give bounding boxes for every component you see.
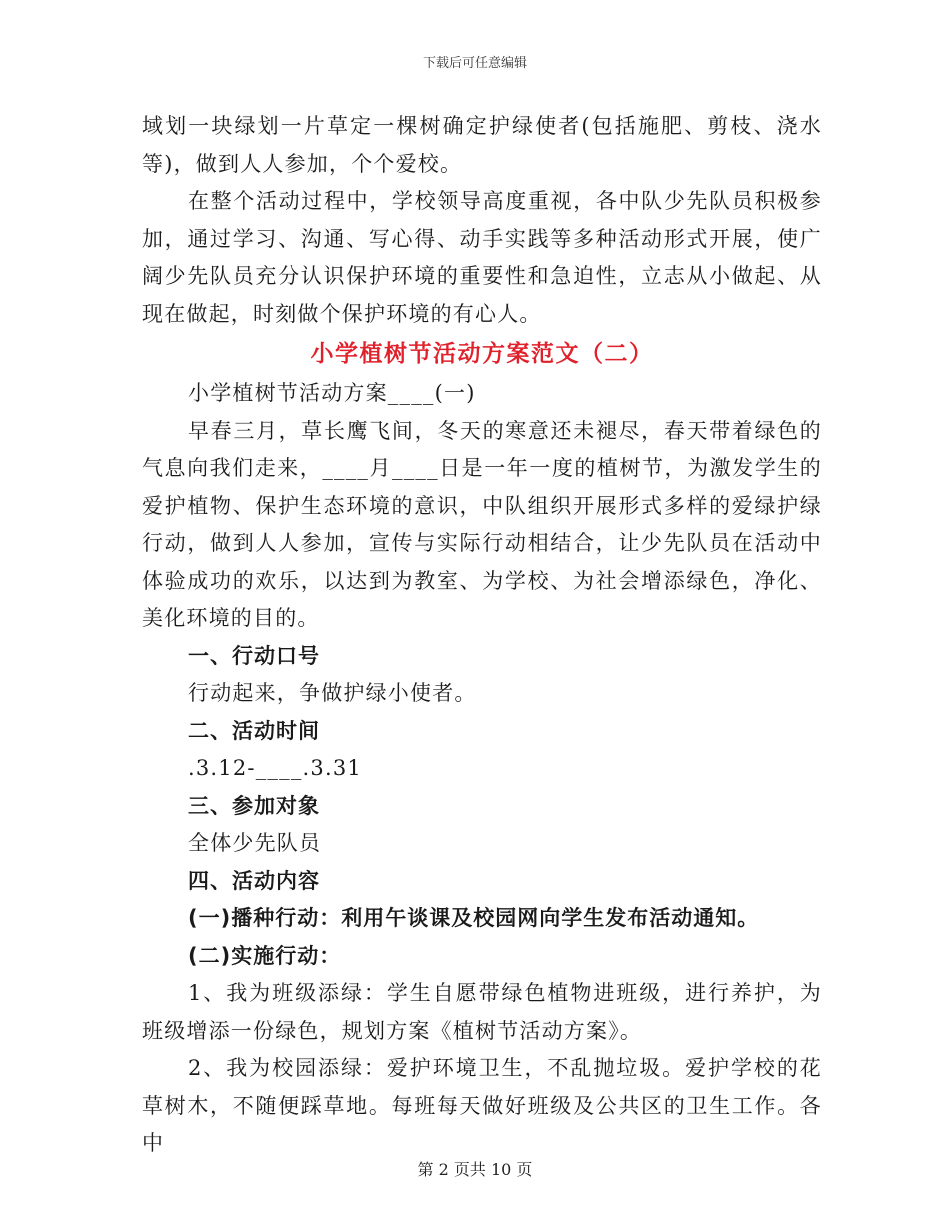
page-number: 第 2 页共 10 页	[417, 1160, 533, 1179]
paragraph-plan-subtitle: 小学植树节活动方案____(一)	[188, 381, 476, 405]
page-header: 下载后可任意编辑	[422, 56, 527, 71]
heading-sowing-action: (一)播种行动：利用午谈课及校园网向学生发布活动通知。	[188, 906, 760, 930]
paragraph-class-green: 1、我为班级添绿：学生自愿带绿色植物进班级，进行养护，为班级增添一份绿色，规划方案《植树节活动方案》。	[142, 981, 822, 1043]
paragraph-time: .3.12-____.3.31	[188, 756, 362, 780]
paragraph-activity-process: 在整个活动过程中，学校领导高度重视，各中队少先队员积极参加，通过学习、沟通、写心得、动手实践等多种活动形式开展，使广阔少先队员充分认识保护环境的重要性和急迫性，立志从小做起、从现在做起，时刻做个保护环境的有心人。	[142, 189, 822, 326]
heading-participants: 三、参加对象	[188, 793, 320, 818]
paragraph-campus-green: 2、我为校园添绿：爱护环境卫生，不乱抛垃圾。爱护学校的花草树木，不随便踩草地。每班每天做好班级及公共区的卫生工作。各中	[142, 1056, 822, 1155]
section-title: 小学植树节活动方案范文（二）	[310, 341, 654, 367]
paragraph-slogan: 行动起来，争做护绿小使者。	[188, 681, 477, 705]
heading-slogan: 一、行动口号	[188, 643, 320, 668]
document-body	[142, 108, 822, 1163]
heading-time: 二、活动时间	[188, 718, 320, 743]
paragraph-participants: 全体少先队员	[188, 831, 322, 855]
heading-content: 四、活动内容	[188, 868, 320, 893]
paragraph-continued: 域划一块绿划一片草定一棵树确定护绿使者(包括施肥、剪枝、浇水等)，做到人人参加，个个爱校。	[142, 114, 822, 176]
paragraph-intro: 早春三月，草长鹰飞间，冬天的寒意还未褪尽，春天带着绿色的气息向我们走来，____月____日是一年一度的植树节，为激发学生的爱护植物、保护生态环境的意识，中队组织开展形式多样的爱绿护绿行动，做到人人参加，宣传与实际行动相结合，让少先队员在活动中体验成功的欢乐，以达到为教室、为学校、为社会增添绿色，净化、美化环境的目的。	[142, 418, 822, 630]
heading-implementation: (二)实施行动：	[188, 943, 342, 968]
